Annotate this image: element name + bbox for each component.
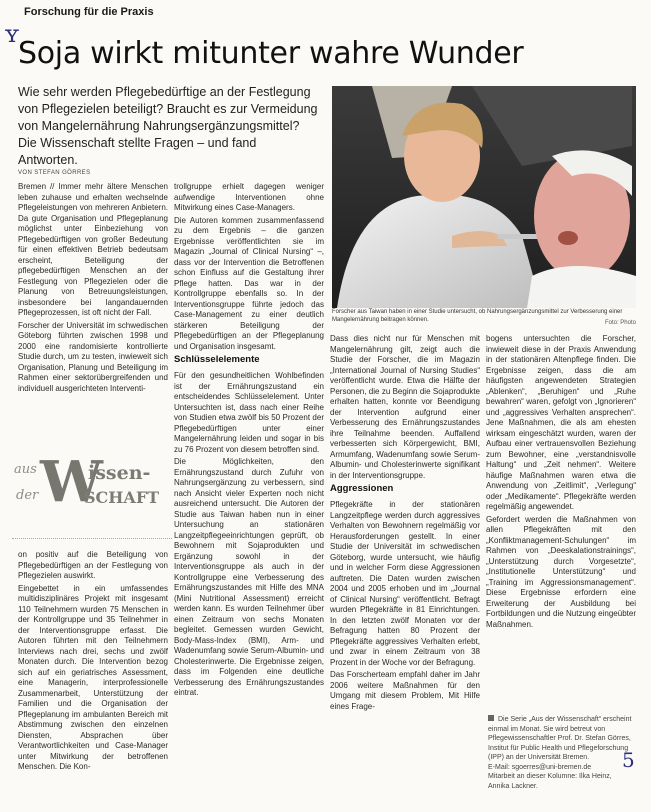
note-email: E-Mail: sgoerres@uni-bremen.de	[488, 763, 592, 771]
bullet-square-icon	[488, 715, 494, 721]
article-photo	[332, 86, 636, 308]
article-column-1b	[18, 550, 168, 805]
paragraph: Eingebettet in ein umfassendes multidisziplinäres Projekt mit insgesamt 110 Teilnehmern wurden 75 Menschen in der Kontrollgruppe und 35 Teilnehmer in der Interventionsgruppe erfasst. Die Autoren führten mit den Teilnehmern Interviews nach drei, sechs und zwölf Monaten durch. Die Intervention bezog sich auf ein geriatrisches Assessment, eine Managerin, interprofessionelle Zusammenarbeit, Unterstützung der Familien und die Organisation der Pflegeplanung im ambulanten Bereich mit Abstimmung zwischen den einzelnen Diensten, Absprachen über Verantwortlichkeiten und Case-Manager unter Mitwirkung der betroffenen Menschen. Die Kon-	[18, 583, 168, 771]
paragraph: Bremen // Immer mehr ältere Menschen leben zuhause und erhalten wechselnde Pflegeleistungen von mehreren Anbietern. Da gute Organisation und Pflegeplanung möglichst unter Einbeziehung von Pflegebedürftigen von großer Bedeutung für einen effektiven Betrieb bedeutsam erscheint, Beteiligung der pflegebedürftigen Menschen an der Festlegung von Pflegezielen oder die Planung von Betreuungsleistungen, insbesondere bei langandauernden Pflegeprozessen, ist oft nicht der Fall.	[18, 182, 168, 317]
article-column-2	[174, 182, 324, 805]
note-contributors: Mitarbeit an dieser Kolumne: Ilka Heinz, Annika Lackner.	[488, 773, 612, 790]
article-column-4	[486, 334, 636, 706]
section-label: Forschung für die Praxis	[24, 6, 154, 18]
paragraph: Dass dies nicht nur für Menschen mit Mangelernährung gilt, zeigt auch die Studie der Forscher, die im Magazin „International Journal of Nursing Studies“ veröffentlicht wurde. Etwa die Hälfte der Personen, die zu Beginn die Sojaprodukte erhalten hatten, konnte vor Beendigung der Intervention aufgrund einer Verbesserung des Ernährungszustandes ihre Teilnahme beenden. Auffallend verbesserten sich Körpergewicht, BMI, Armumfang, Wadenumfang sowie Serum-Albumin- und Cholesterinwerte signifikant in der Interventionsgruppe.	[330, 334, 480, 480]
paragraph: Die Autoren kommen zusammenfassend zu dem Ergebnis – die ganzen Ergebnisse veröffentlichten sie im Magazin „Journal of Clinical Nursing“ –, dass vor der Intervention die Betroffenen schon Einfluss auf die Gestaltung ihrer Pflege hatten. Das war in der Kontrollgruppe ebenfalls so. In der Interventionsgruppe führte jedoch das Case-Management zu einer deutlich stärkeren Beteiligung der Pflegebedürftigen an der Pflegeplanung und Organisation insgesamt.	[174, 215, 324, 351]
headline: Soja wirkt mitunter wahre Wunder	[18, 36, 524, 71]
photo-caption: Forscher aus Taiwan haben in einer Studie untersucht, ob Nahrungsergänzungsmittel zur Verbesserung einer Mangelernährung beitragen können.	[332, 309, 623, 323]
paragraph: Forscher der Universität im schwedischen Göteborg führten zwischen 1998 und 2000 eine randomisierte kontrollierte Studie durch, um zu testen, inwieweit sich Organisation, Planung und Beteiligung im Rahmen einer sektorübergreifenden und individuell ausgerichteten Interventi-	[18, 320, 168, 393]
note-text: Die Serie „Aus der Wissenschaft“ erscheint einmal im Monat. Sie wird betreut von Pflegewissenschaftler Prof. Dr. Stefan Görres, Institut für Public Health und Pflegeforschung (IPP) an der Universität Bremen.	[488, 716, 632, 761]
article-column-1	[18, 182, 168, 438]
subheading: Aggressionen	[330, 483, 394, 494]
byline: VON STEFAN GÖRRES	[18, 170, 91, 176]
paragraph: bogens untersuchten die Forscher, inwieweit diese in der Praxis Anwendung in der stationären Altenpflege finden. Die Ergebnisse zeigen, dass die am häufigsten angewendeten Strategien „Ablenken“, „Beruhigen“ und „Ruhe bewahren“ waren, gefolgt von „Ignorieren“ und „aggressives Verhalten ansprechen“. Jene Maßnahmen, die als am ehesten wirksam eingeschätzt wurden, waren der Aufbau einer vertrauensvollen Beziehung zum Bewohner, eine „verstandnisvolle Haltung“ und „Zeit nehmen“. Weitere häufige Maßnahmen waren etwa die Anwendung von „Zeitlimit“, „Verlegung“ oder „Medikamente“. Pflegekräfte werden regelmäßig angewendet.	[486, 334, 636, 511]
paragraph: Für den gesundheitlichen Wohlbefinden ist der Ernährungszustand ein entscheidendes Schlüsselelement. Unter Untersuchten ist, dass nach einer Reihe von Studien etwa zwölf bis 50 Prozent der Pflegebedürftigen unter einer Mangelernährung leiden und sogar in bis zu 76 Prozent von diesem betroffen sind.	[174, 371, 324, 454]
paragraph: Gefordert werden die Maßnahmen von allen Pflegekräften mit den „Konfliktmanagement-Schulungen“ im Rahmen von „Deeskalationstrainings“, „Unterstützung durch Vorgesetzte“, „Institutionelle Unterstützung“ und „Training im Aggressionsmanagement“. Diese Ergebnisse erfordern eine Erweiterung der Ausbildung bei Fortbildungen und die Nutzung eingeübter Maßnahmen.	[486, 514, 636, 629]
subheading: Schlüsselelemente	[174, 354, 260, 365]
page-number: 5	[622, 748, 635, 772]
teaser: Wie sehr werden Pflegebedürftige an der Festlegung von Pflegezielen beteiligt? Braucht es zur Vermeidung von Mangelernährung Nahrungsergänzungsmittel? Die Wissenschaft stellte Fragen – und fand Antworten.	[18, 85, 318, 167]
photo-credit: Foto: Photo	[604, 320, 636, 326]
paragraph: trollgruppe erhielt dagegen weniger aufwendige Interventionen ohne Mitwirkung eines Case-Managers.	[174, 182, 324, 212]
series-mark-icon: ʏ	[4, 20, 20, 48]
series-note	[488, 715, 634, 791]
aus-der-wissenschaft-logo: aus W issen- der SCHAFT	[14, 449, 160, 515]
paragraph: on positiv auf die Beteiligung von Pflegebedürftigen an der Festlegung von Pflegezielen auswirkt.	[18, 550, 168, 580]
paragraph: Pflegekräfte in der stationären Langzeitpflege werden durch aggressives Verhalten von Bewohnern regelmäßig vor Herausforderungen gestellt. In einer Studie der Universität im schwedischen Göteborg, wurde untersucht, wie häufig und in welcher Form diese Aggressionen auftreten. Die Daten wurden zwischen 2004 und 2005 erhoben und im „Journal of Clinical Nursing“ veröffentlicht. Befragt wurden Pflegekräfte in 81 Einrichtungen. In den letzten zwölf Monaten vor der Befragung hatten 80 Prozent der Pflegekräfte aggressives Verhalten erlebt, und zwar in einem Zeitraum von 38 Prozent in der Woche vor der Befragung.	[330, 500, 480, 667]
article-column-3	[330, 334, 480, 805]
paragraph: Die Möglichkeiten, den Ernährungszustand durch Zufuhr von Nahrungsergänzung zu verbessern, sind nach Ansicht vieler Experten noch nicht ausreichend untersucht. Die Autoren der Studie aus Taiwan haben nun in einer Untersuchung an stationären Langzeitpflegeeinrichtungen geprüft, ob Bewohnern mit Sojaprodukten und Ergänzung sowohl in der Interventionsgruppe als auch in der Kontrollgruppe eine Verbesserung des Ernährungszustandes mit Hilfe des MNA (Mini Nutritional Assessment) erreicht werden kann. Es wurden Teilnehmer über einen Zeitraum von sechs Monaten begleitet. Gemessen wurden Gewicht, Body-Mass-Index (BMI), Arm- und Wadenumfang sowie Serum-Albumin- und Cholesterinwerte. Die Ergebnisse zeigen, dass im Folgenden eine deutliche Verbesserung des Ernährungszustandes eintrat.	[174, 457, 324, 697]
divider	[12, 538, 172, 539]
paragraph: Das Forscherteam empfahl daher im Jahr 2006 weitere Maßnahmen für den Umgang mit diesem Problem, Mit Hilfe eines Frage-	[330, 670, 480, 711]
